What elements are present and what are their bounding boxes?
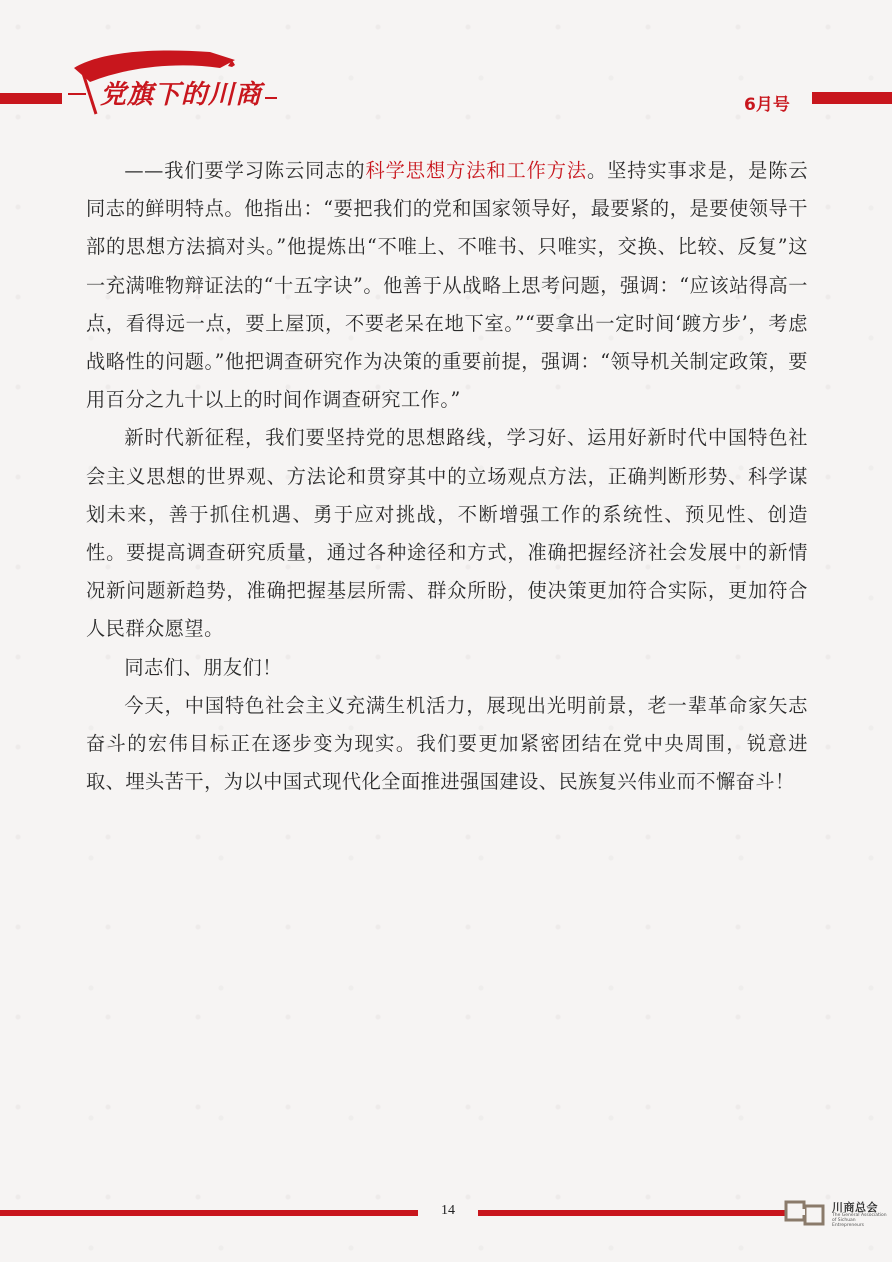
- article-body: [86, 152, 808, 801]
- footer-line-right: [478, 1210, 786, 1216]
- org-name: 川商总会: [832, 1201, 878, 1214]
- header-bar-right: [812, 92, 892, 104]
- magazine-logo: [60, 38, 290, 128]
- page-number: 14: [441, 1203, 455, 1218]
- logo-text: 党旗下的川商: [100, 80, 263, 110]
- paragraph: 新时代新征程，我们要坚持党的思想路线，学习好、运用好新时代中国特色社会主义思想的世界观、方法论和贯穿其中的立场观点方法，正确判断形势、科学谋划未来，善于抓住机遇、勇于应对挑战，不断增强工作的系统性、预见性、创造性。要提高调查研究质量，通过各种途径和方式，准确把握经济社会发展中的新情况新问题新趋势，准确把握基层所需、群众所盼，使决策更加符合实际，更加符合人民群众愿望。: [86, 426, 808, 641]
- paragraph: 同志们、朋友们！: [124, 655, 282, 679]
- paragraph: [86, 152, 808, 419]
- org-logo-icon: [783, 1198, 829, 1228]
- paragraph: 今天，中国特色社会主义充满生机活力，展现出光明前景，老一辈革命家矢志奋斗的宏伟目标正在逐步变为现实。我们要更加紧密团结在党中央周围，锐意进取、埋头苦干，为以中国式现代化全面推进强国建设、民族复兴伟业而不懈奋斗！: [86, 693, 808, 794]
- paragraph-rest: 。坚持实事求是，是陈云同志的鲜明特点。他指出：“要把我们的党和国家领导好，最要紧的，是要使领导干部的思想方法搞对头。”他提炼出“不唯上、不唯书、只唯实，交换、比较、反复”这一充满唯物辩证法的“十五字诀”。他善于从战略上思考问题，强调：“应该站得高一点，看得远一点，要上屋顶，不要老呆在地下室。”“要拿出一定时间‘踱方步’，考虑战略性的问题。”他把调查研究作为决策的重要前提，强调：“领导机关制定政策，要用百分之九十以上的时间作调查研究工作。”: [86, 159, 809, 412]
- paragraph-lead: ——我们要学习陈云同志的: [124, 159, 366, 182]
- footer-line-left: [0, 1210, 418, 1216]
- org-subtitle: The General Association of Sichuan Entrepreneurs: [832, 1213, 887, 1228]
- highlight-text: 科学思想方法和工作方法: [365, 159, 588, 182]
- issue-label: 6月号: [744, 95, 790, 115]
- header-bar-left: [0, 93, 62, 104]
